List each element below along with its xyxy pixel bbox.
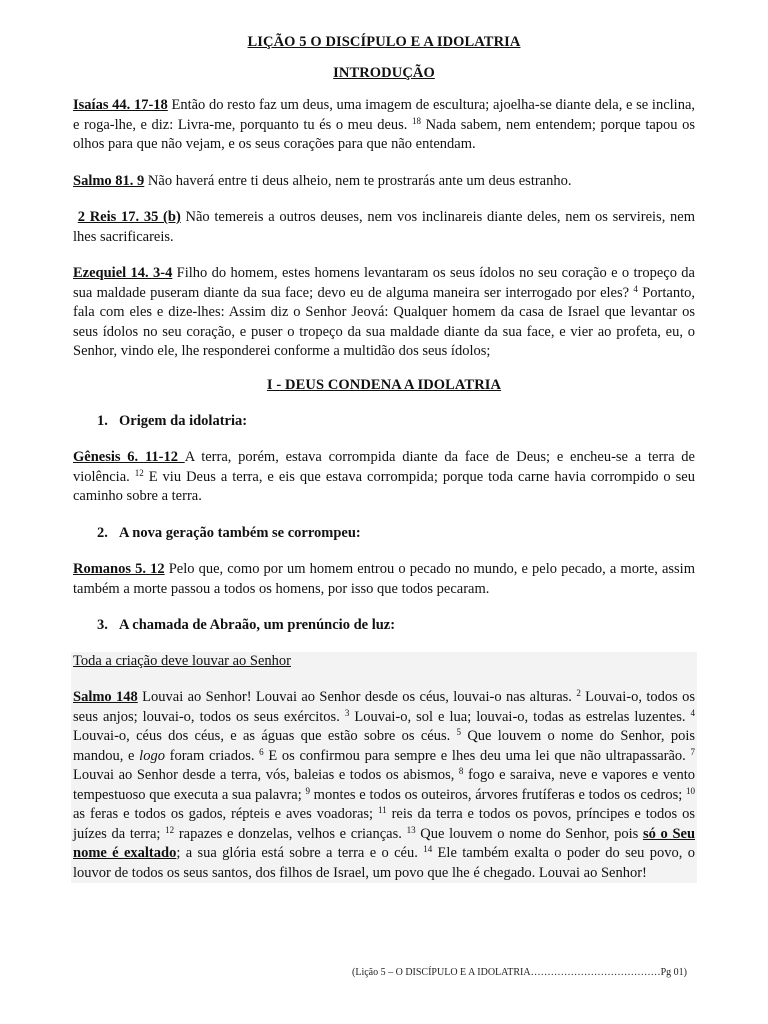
verse-number: 12	[134, 467, 144, 478]
list-item-origem: 1. Origem da idolatria:	[97, 412, 248, 429]
list-item-nova-geracao: 2. A nova geração também se corrompeu:	[97, 524, 361, 541]
genesis-reference: Gênesis 6. 11-12	[73, 449, 185, 465]
document-page	[73, 34, 695, 883]
page-footer: (Lição 5 – O DISCÍPULO E A IDOLATRIA…………………………………Pg 01)	[352, 967, 687, 978]
ezequiel-reference: Ezequiel 14. 3-4	[73, 265, 173, 281]
lesson-title: LIÇÃO 5 O DISCÍPULO E A IDOLATRIA	[247, 34, 521, 50]
section-heading-deus-condena: I - DEUS CONDENA A IDOLATRIA	[266, 376, 502, 393]
page-number: Pg 01)	[660, 967, 687, 978]
emphasis-exaltado: só o Seu nome é exaltado	[73, 825, 696, 861]
introduction-heading: INTRODUÇÃO	[333, 65, 435, 81]
isaias-paragraph: Isaías 44. 17-18 Então do resto faz um deus, uma imagem de escultura; ajoelha-se diante dela, e se inclina, e roga-lhe, e diz: Livra-me, porquanto tu és o meu deus. $^{18}$ Nada sabem, nem entendem; porque tapou os olhos para que não vejam, e os seus corações para que não entendam.	[73, 97, 696, 152]
salmo-148-block	[71, 652, 697, 884]
isaias-reference: Isaías 44. 17-18	[73, 97, 168, 113]
reis-paragraph: 2 Reis 17. 35 (b) Não temereis a outros deuses, nem vos inclinareis diante deles, nem os servireis, nem lhes sacrificareis.	[73, 209, 695, 245]
list-item-chamada-abraao: 3. A chamada de Abraão, um prenúncio de luz:	[97, 617, 396, 633]
romanos-reference: Romanos 5. 12	[73, 561, 165, 577]
salmo-148-paragraph: Salmo 148 Louvai ao Senhor! Louvai ao Senhor desde os céus, louvai-o nas alturas. $^2$ Louvai-o, todos os seus anjos; louvai-o, todos os seus exércitos. $^3$ Louvai-o, sol e lua; louvai-o, todas as estrelas luzentes. $^4$ Louvai-o, céus dos céus, e as águas que estão sobre os céus. $^5$ Que louvem o nome do Senhor, pois mandou, e logo foram criados. $^6$ E os confirmou para sempre e lhes deu uma lei que não ultrapassarão. $^7$ Louvai ao Senhor desde a terra, vós, baleias e todos os abismos, $^8$ fogo e saraiva, neve e vapores e vento tempestuoso que executa a sua palavra; $^9$ montes e todos os outeiros, árvores frutíferas e todos os cedros; $^{10}$ as feras e todos os gados, répteis e aves voadoras; $^{11}$ reis da terra e todos os povos, príncipes e todos os juízes da terra; $^{12}$ rapazes e donzelas, velhos e crianças. $^{13}$ Que louvem o nome do Senhor, pois só o Seu nome é exaltado; a sua glória está sobre a terra e o céu. $^{14}$ Ele também exalta o poder do seu povo, o louvor de todos os seus santos, dos filhos de Israel, um povo que lhe é chegado. Louvai ao Senhor!	[73, 688, 696, 881]
verse-number: 18	[412, 115, 421, 126]
salmo-148-reference: Salmo 148	[73, 689, 138, 705]
criacao-subheading: Toda a criação deve louvar ao Senhor	[73, 652, 291, 669]
romanos-paragraph: Romanos 5. 12 Pelo que, como por um homem entrou o pecado no mundo, e pelo pecado, a morte, assim também a morte passou a todos os homens, por isso que todos pecaram.	[73, 561, 695, 597]
salmo-81-reference: Salmo 81. 9	[73, 172, 145, 189]
ezequiel-paragraph: Ezequiel 14. 3-4 Filho do homem, estes homens levantaram os seus ídolos no seu coração e o tropeço da sua maldade puseram diante da sua face; devo eu de alguma maneira ser interrogado por eles? $^4$ Portanto, fala com eles e dize-lhes: Assim diz o Senhor Jeová: Qualquer homem da casa de Israel que levantar os seus ídolos no seu coração, e puser o tropeço da sua maldade diante da sua face, e vier ao profeta, eu, o Senhor, vindo ele, lhe responderei conforme a multidão dos seus ídolos;	[73, 265, 695, 359]
genesis-paragraph: Gênesis 6. 11-12 A terra, porém, estava corrompida diante da face de Deus; e encheu-se a terra de violência. $^{12}$ E viu Deus a terra, e eis que estava corrompida; porque toda carne havia corrompido o seu caminho sobre a terra.	[73, 449, 695, 504]
verse-number: 4	[633, 283, 638, 294]
reis-reference: 2 Reis 17. 35 (b)	[77, 209, 181, 225]
salmo-81-paragraph: Salmo 81. 9 Não haverá entre ti deus alheio, nem te prostrarás ante um deus estranho.	[73, 172, 572, 189]
